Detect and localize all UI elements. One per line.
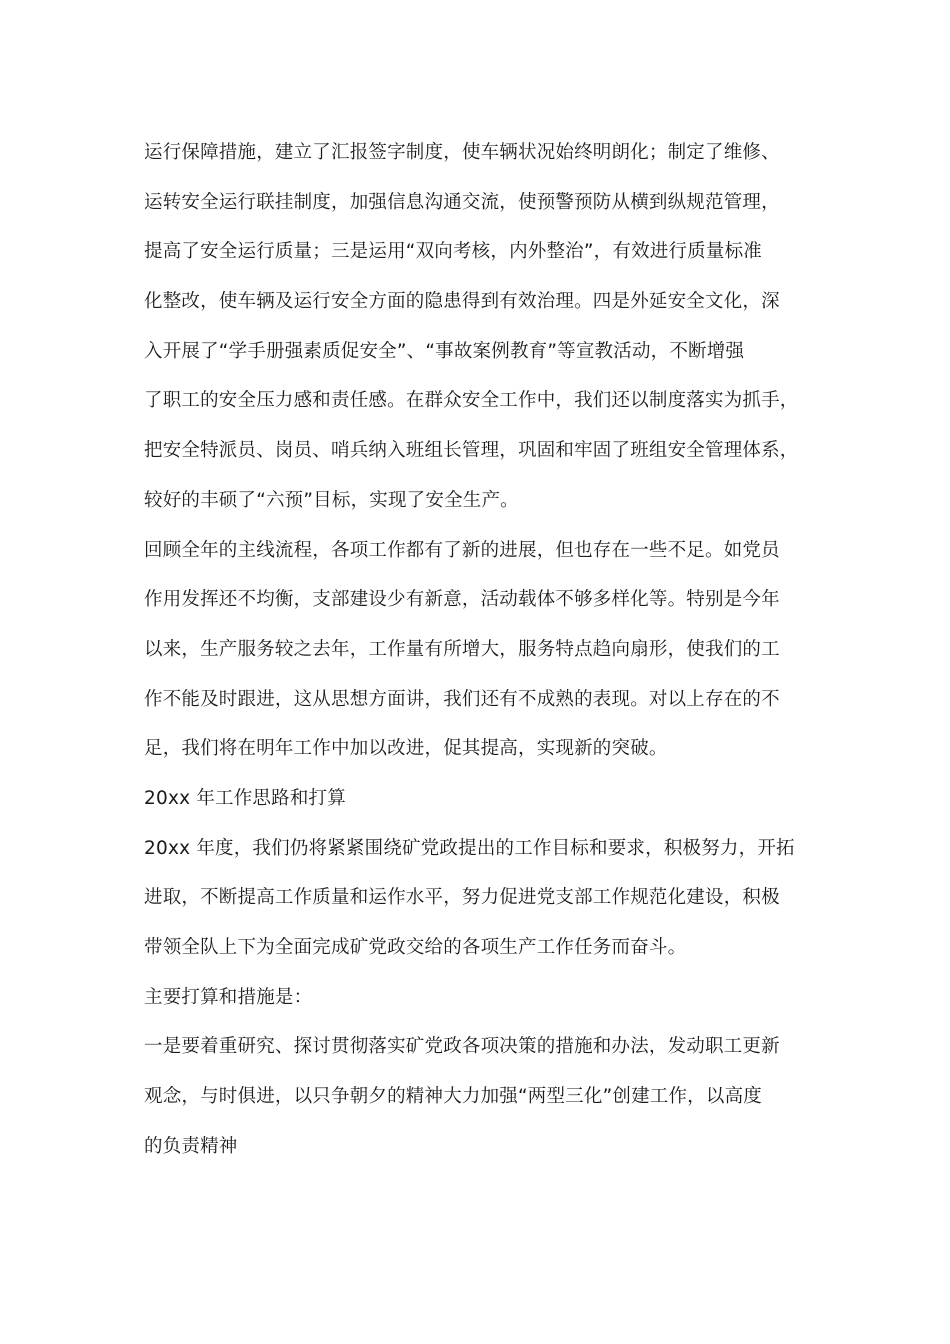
text-line: 入开展了“学手册强素质促安全”、“事故案例教育”等宣教活动，不断增强 [144, 340, 745, 362]
section-heading: 20xx 年工作思路和打算 [144, 787, 346, 809]
text-line: 的负责精神 [144, 1135, 238, 1157]
text-line: 20xx 年度，我们仍将紧紧围绕矿党政提出的工作目标和要求，积极努力，开拓 [144, 837, 795, 859]
text-line: 带领全队上下为全面完成矿党政交给的各项生产工作任务而奋斗。 [144, 937, 687, 958]
text-line: 足，我们将在明年工作中加以改进，促其提高，实现新的突破。 [144, 738, 668, 760]
text-line: 较好的丰硕了“六预”目标，实现了安全生产。 [144, 489, 519, 511]
text-line: 化整改，使车辆及运行安全方面的隐患得到有效治理。四是外延安全文化，深 [144, 291, 780, 313]
text-line: 了职工的安全压力感和责任感。在群众安全工作中，我们还以制度落实为抓手， [144, 390, 799, 412]
body-text [144, 128, 824, 1171]
text-line: 回顾全年的主线流程，各项工作都有了新的进展，但也存在一些不足。如党员 [144, 539, 780, 561]
text-line: 运行保障措施，建立了汇报签字制度，使车辆状况始终明朗化；制定了维修、 [144, 142, 780, 163]
text-line: 作用发挥还不均衡，支部建设少有新意，活动载体不够多样化等。特别是今年 [144, 589, 780, 611]
text-line: 把安全特派员、岗员、哨兵纳入班组长管理，巩固和牢固了班组安全管理体系， [144, 440, 799, 462]
text-line: 主要打算和措施是： [144, 986, 313, 1008]
text-line: 作不能及时跟进，这从思想方面讲，我们还有不成熟的表现。对以上存在的不 [144, 688, 780, 710]
text-line: 一是要着重研究、探讨贯彻落实矿党政各项决策的措施和办法，发动职工更新 [144, 1036, 780, 1058]
text-line: 运转安全运行联挂制度，加强信息沟通交流，使预警预防从横到纵规范管理， [144, 191, 780, 213]
text-line: 观念，与时俱进，以只争朝夕的精神大力加强“两型三化”创建工作，以高度 [144, 1086, 762, 1108]
text-line: 以来，生产服务较之去年，工作量有所增大，服务特点趋向扇形，使我们的工 [144, 638, 780, 660]
text-line: 进取，不断提高工作质量和运作水平，努力促进党支部工作规范化建设，积极 [144, 887, 780, 909]
text-line: 提高了安全运行质量；三是运用“双向考核，内外整治”，有效进行质量标准 [144, 241, 762, 263]
